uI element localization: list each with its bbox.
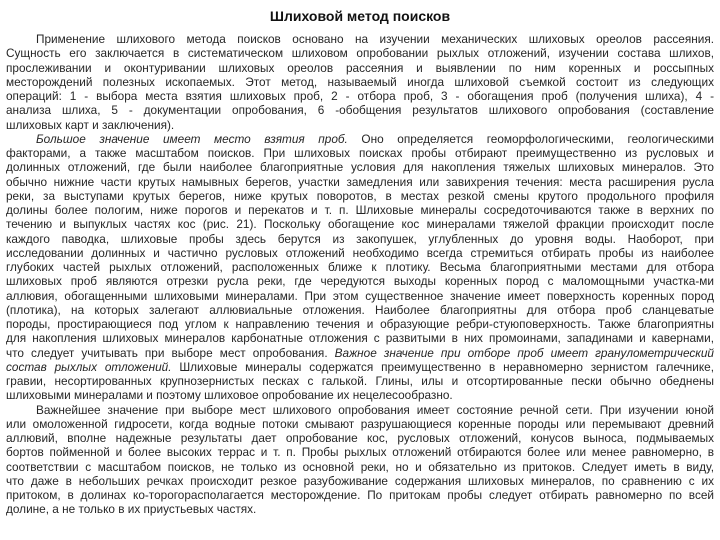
text-segment: течению и выпуклых частях кос (рис. 21). Поскольку обогащение кос минералами тяжелой фракции происходит после: [6, 217, 714, 232]
paragraph-line: [6, 175, 714, 189]
paragraph-line: [6, 118, 714, 132]
paragraph-line: [6, 417, 714, 431]
text-segment: что даже в небольших речках происходит резкое разубоживание содержания шлиховых минералов, по сравнению с их: [6, 473, 714, 488]
document-body: [6, 32, 714, 517]
paragraph-line: [6, 502, 714, 516]
paragraph-line: [6, 32, 714, 46]
text-segment: Шлиховые минералы содержатся преимущественно в неравномерно зернистом галечнике,: [171, 359, 714, 374]
paragraph-line: [6, 46, 714, 60]
paragraph-line: [6, 189, 714, 203]
paragraph-line: [6, 403, 714, 417]
paragraph-line: [6, 260, 714, 274]
paragraph-line: [6, 89, 714, 103]
paragraph-line: [6, 160, 714, 174]
paragraph-line: [6, 331, 714, 345]
text-segment: шлиховыми минералами и поэтому шлиховое опробование их нецелесообразно.: [6, 388, 453, 403]
paragraph-line: [6, 132, 714, 146]
text-segment: шлиховых карт и заключения).: [6, 117, 175, 132]
text-segment: исследовании долинных и частично русловых отложений необходимо всегда стремиться отбирать пробы из наиболее: [6, 245, 714, 260]
text-segment: анализа шлиха, 5 - документации опробования, 6 -обобщения результатов шлихового опробования (составление: [6, 103, 714, 118]
text-segment: обычно нижние части крутых намывных берегов, участки замедления или завихрения течения: места расширения русла: [6, 174, 714, 189]
text-segment: Применение шлихового метода поисков основано на изучении механических шлиховых ореолов рассеяния.: [36, 32, 714, 46]
text-segment: гравии, несортированных крупнозернистых песках с галькой. Глины, илы и отсортированные пески обычно обеднены: [6, 374, 714, 388]
text-segment: операций: 1 - выбора места взятия шлиховых проб, 2 - отбора проб, 3 - обогащения проб (получения шлиха), 4 -: [6, 89, 714, 103]
paragraph-line: [6, 488, 714, 502]
paragraph-line: [6, 203, 714, 217]
paragraph-line: [6, 431, 714, 445]
text-segment: Важнейшее значение при выборе мест шлихового опробования имеет состояние речной сети. При изучении юной: [36, 402, 714, 417]
text-segment: реки, за выступами крутых берегов, ниже крутых поворотов, в местах резкой смены крутого продольного профиля: [6, 188, 714, 203]
text-segment: (плотика), на которых залегают аллювиальные отложения. Наиболее благоприятны для отбора проб сланцеватые: [6, 302, 714, 317]
text-segment: Оно определяется геоморфологическими, геологическими: [347, 131, 714, 146]
paragraph-line: [6, 460, 714, 474]
paragraph-line: [6, 317, 714, 331]
text-segment: соответствии с масштабом поисков, не только из основной реки, но и обязательно из притоков. Следует иметь в виду,: [6, 459, 714, 474]
paragraph-line: [6, 103, 714, 117]
italic-text: Важное значение при отборе проб имеет гранулометрический: [334, 345, 714, 360]
paragraph-line: [6, 146, 714, 160]
text-segment: каждого паводка, шлиховые пробы здесь берутся из закопушек, углубленных до уровня воды. Наоборот, при: [6, 231, 714, 246]
text-segment: притоком, в долинах ко-торогорасполагается месторождение. По притокам пробы следует отбирать равномерно по всей: [6, 488, 714, 502]
paragraph-line: [6, 374, 714, 388]
paragraph-line: [6, 232, 714, 246]
text-segment: долине, а не только в их приустьевых частях.: [6, 502, 257, 517]
text-segment: породы, простирающиеся под углом к направлению течения и образующие ребри-стуюповерхность. Также благоприятны: [6, 317, 714, 331]
text-segment: для накопления шлиховых минералов карбонатные отложения с развитыми в них промоинами, западинами и кавернами,: [6, 331, 714, 346]
text-segment: факторами, а также масштабом поисков. При шлиховых поисках пробы отбирают преимущественно из русловых и: [6, 146, 714, 160]
paragraph-line: [6, 388, 714, 402]
italic-text: состав рыхлых отложений.: [6, 359, 172, 374]
text-segment: аллювия, обогащенными шлиховыми минералами. При этом существенное значение имеет поверхность коренных пород: [6, 288, 714, 303]
paragraph-line: [6, 474, 714, 488]
text-segment: прослеживании и оконтуривании шлиховых ореолов рассеяния и выявлении по ним коренных и россыпных: [6, 60, 714, 75]
paragraph-line: [6, 289, 714, 303]
text-segment: глубоких частей рыхлых отложений, расположенных ближе к плотику. Весьма благоприятными местами для отбора: [6, 260, 714, 274]
italic-text: Большое значение имеет место взятия проб.: [36, 131, 348, 146]
paragraph-line: [6, 445, 714, 459]
text-segment: долинных отложений, где были наиболее благоприятные условия для накопления тяжелых шлиховых минералов. Это: [6, 160, 714, 175]
paragraph-line: [6, 75, 714, 89]
text-segment: что следует учитывать при выборе мест опробования.: [6, 345, 335, 360]
paragraph-line: [6, 61, 714, 75]
text-segment: бортов пойменной и более высоких террас и т. п. Пробы рыхлых отложений отбираются более или менее равномерно, в: [6, 445, 714, 460]
text-segment: аллювий, вполне надежные результаты дает опробование кос, русловых отложений, конусов выноса, подмываемых: [6, 431, 714, 445]
paragraph-line: [6, 360, 714, 374]
text-segment: или омоложенной гидросети, когда водные потоки смывают разрушающиеся коренные породы или перемывают древний: [6, 416, 714, 431]
page-title: Шлиховой метод поисков: [269, 8, 451, 24]
paragraph-line: [6, 274, 714, 288]
text-segment: месторождений полезных ископаемых. Этот метод, называемый иногда шлиховой съемкой состоит из следующих: [6, 74, 714, 89]
text-segment: шлиховых проб являются отрезки русла реки, где чередуются выходы коренных пород с маломощными участка-ми: [6, 274, 714, 289]
paragraph-line: [6, 303, 714, 317]
paragraph-line: [6, 346, 714, 360]
paragraph-line: [6, 217, 714, 231]
text-segment: долины более пологим, ниже порогов и перекатов и т. п. Шлиховые минералы сосредоточиваются также в верхних по: [6, 203, 714, 217]
text-segment: Сущность его заключается в систематическом шлиховом опробовании рыхлых отложений, изучении состава шлихов,: [6, 46, 714, 61]
paragraph-line: [6, 246, 714, 260]
